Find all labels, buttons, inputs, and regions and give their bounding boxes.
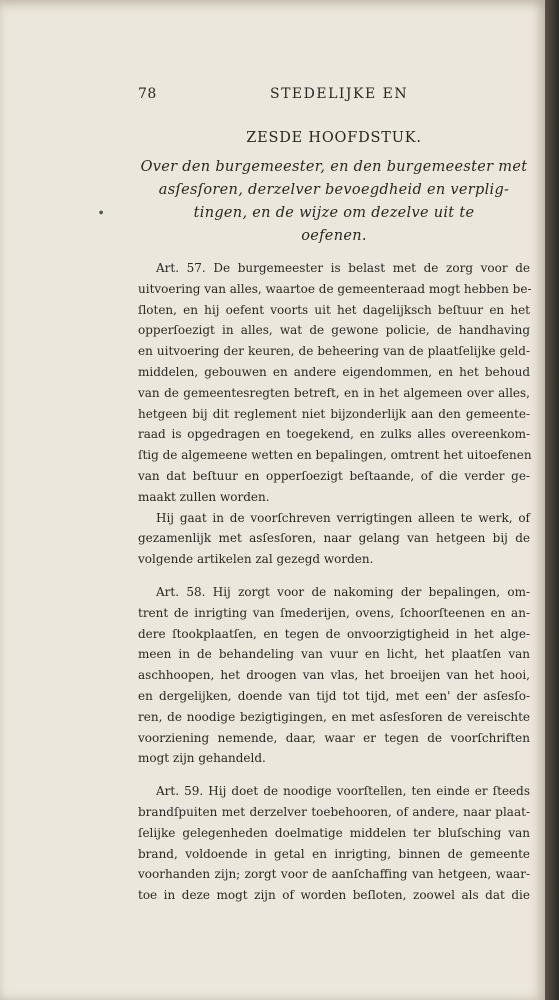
text-line: brandſpuiten met derzelver toebehooren, of andere, naar plaat- [138,804,530,819]
paragraph-gap [138,769,530,781]
text-line: gezamenlijk met asſesſoren, naar gelang van hetgeen bij de [138,531,530,546]
subtitle-line: tingen, en de wijze om dezelve uit te [193,205,475,221]
text-line: ſelijke gelegenheden doelmatige middelen ter bluſsching van [138,825,530,840]
text-line: aschhoopen, het droogen van vlas, het broeijen van het hooi, [138,668,530,683]
body-text [138,258,530,906]
paragraph [138,582,530,769]
margin-mark: • [94,205,109,222]
text-line: mogt zijn gehandeld. [138,751,266,766]
text-line: brand, voldoende in getal en inrigting, binnen de gemeente [138,846,530,861]
paragraph [138,781,530,906]
text-line: Hij gaat in de voorſchreven verrigtingen alleen te werk, of [156,510,530,525]
text-line: Art. 59. Hij doet de noodige voorſtellen, ten einde er ſteeds [156,784,530,799]
text-line: maakt zullen worden. [138,489,270,504]
text-line: voorhanden zijn; zorgt voor de aanſchaffing van hetgeen, waar- [138,867,530,882]
text-line: dere ſtookplaatſen, en tegen de onvoorzigtigheid in het alge- [138,626,530,641]
page-edge [545,0,559,1000]
text-line: ren, de noodige bezigtigingen, en met asſesſoren de vereischte [138,709,530,724]
text-line: Art. 57. De burgemeester is belast met de zorg voor de [156,261,530,275]
page-number: 78 [138,86,157,102]
text-line: ſloten, en hij oefent voorts uit het dagelijksch beſtuur en het [138,302,530,317]
chapter-subtitle [138,156,530,248]
subtitle-line: Over den burgemeester, en den burgemeester met [140,159,528,175]
text-line: van de gemeentesregten betreft, en in het algemeen over alles, [138,385,530,400]
text-line: Art. 58. Hij zorgt voor de nakoming der bepalingen, om- [156,584,530,599]
text-line: hetgeen bij dit reglement niet bijzonderlijk aan den gemeente- [138,406,530,421]
paragraph-gap [138,570,530,582]
running-head [138,86,530,108]
text-line: raad is opgedragen en toegekend, en zulks alles overeenkom- [138,427,530,442]
text-line: toe in deze mogt zijn of worden beſloten, zoowel als dat die [138,888,530,903]
text-line: en uitvoering der keuren, de beheering van de plaatſelijke geld- [138,344,530,359]
text-line: meen in de behandeling van vuur en licht, het plaatſen van [138,647,530,662]
subtitle-line: oefenen. [301,228,367,244]
text-line: ſtig de algemeene wetten en bepalingen, omtrent het uitoefenen [138,448,532,463]
page-text [138,86,530,906]
text-line: volgende artikelen zal gezegd worden. [138,552,374,567]
text-line: opperſoezigt in alles, wat de gewone policie, de handhaving [138,323,530,338]
text-line: uitvoering van alles, waartoe de gemeenteraad mogt hebben be- [138,281,532,296]
text-line: middelen, gebouwen en andere eigendommen, en het behoud [138,364,530,379]
paragraph [138,508,530,570]
chapter-title: ZESDE HOOFDSTUK. [246,130,422,146]
text-line: en dergelijken, doende van tijd tot tijd, met een' der asſesſo- [138,688,530,703]
text-line: trent de inrigting van ſmederijen, ovens, ſchoorſteenen en an- [138,605,530,620]
text-line: van dat beſtuur en opperſoezigt beſtaande, of die verder ge- [138,468,530,483]
text-line: voorziening nemende, daar, waar er tegen de voorſchriften [138,730,530,745]
running-title: STEDELIJKE EN [270,86,409,102]
subtitle-line: asſesſoren, derzelver bevoegdheid en verplig- [158,182,510,198]
paragraph [138,258,530,508]
